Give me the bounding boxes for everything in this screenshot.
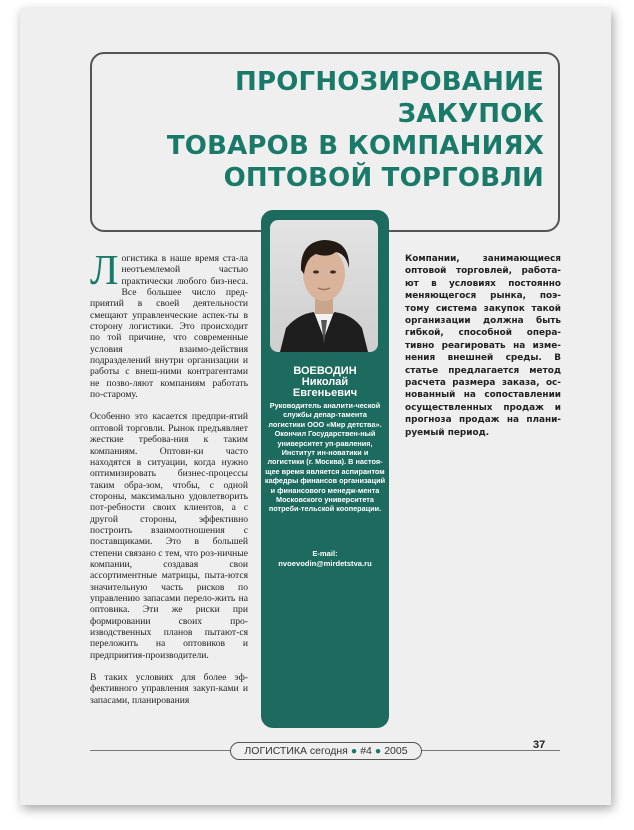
author-first-name: Николай: [301, 376, 349, 388]
bullet-icon: ●: [350, 745, 358, 757]
title-line: ПРОГНОЗИРОВАНИЕ ЗАКУПОК: [235, 67, 544, 129]
portrait-image: [270, 220, 378, 352]
paragraph-text: огистика в наше время ста-ла неотъемлемой частью практически любого биз-неса. Все большее число пред-приятий в своей деятельности смещают управленческие аспек-ты в сторону логистики. Это происходит по той причине, что современные условия взаимо-действия подразделений внутри организации и работы с внеш-ними контрагентами не позво-ляют компаниям работать по-старому.: [90, 253, 248, 401]
author-name: [265, 366, 385, 399]
bullet-icon: ●: [374, 745, 382, 757]
author-contact: [262, 549, 388, 568]
body-paragraph: [90, 248, 248, 401]
magazine-footer: [230, 742, 422, 760]
page-number: 37: [533, 739, 546, 751]
email-label: E-mail:: [312, 549, 338, 558]
title-line: ОПТОВОЙ ТОРГОВЛИ: [223, 163, 544, 193]
body-paragraph: В таких условиях для более эф-фективного управления закуп-ками и запасами, планирования: [90, 672, 248, 706]
article-lead: Компании, занимающиеся оптовой торговлей, работа-ют в условиях постоянно меняющегося рынка, поэ-тому система закупок такой организации должна быть гибкой, способной опера-тивно реагировать на изме-нения внешней среды. В статье предлагается метод расчета размера заказа, ос-нованный на сопоставлении осуществленных продаж и прогноза продаж на плани-руемый период.: [405, 254, 561, 438]
body-paragraph: Особенно это касается предпри-ятий оптовой торговли. Рынок предъявляет жесткие требова-ния к таким компаниям. Оптови-ки часто находятся в ситуации, когда нужно оптимизировать бизнес-процессы таким обра-зом, чтобы, с одной стороны, максимально удовлетворить пот-ребности своих клиентов, а с другой стороны, эффективно построить взаимоотношения с поставщиками. Это в большей степени связано с тем, что роз-ничные компании, создавая свои ассортиментные матрицы, пыта-ются значительную часть рисков по управлению запасами перело-жить на оптовика. Эти же риски при формировании своих про-изводственных планов пытают-ся переложить на оптовиков и предприятия-производители.: [90, 411, 248, 661]
author-patronymic: Евгеньевич: [292, 387, 358, 399]
author-bio: Руководитель аналити-ческой службы депар-тамента логистики ООО «Мир детства». Окончил Государствен-ный университет уп-равления, Институт ин-новатики и логистики (г. Москва). В настоя-щее время является аспирантом кафедры финансов организаций и финансового менедж-мента Московского университета потреби-тельской кооперации.: [264, 401, 386, 514]
title-frame: [90, 52, 560, 232]
email-address[interactable]: nvoevodin@mirdetstva.ru: [278, 558, 372, 568]
article-body-left: [90, 248, 248, 717]
author-photo: [270, 220, 378, 352]
drop-cap: Л: [90, 248, 119, 294]
article-title: [104, 66, 544, 194]
magazine-name: ЛОГИСТИКА сегодня: [244, 745, 348, 757]
issue-number: #4: [360, 745, 372, 757]
title-line: ТОВАРОВ В КОМПАНИЯХ: [166, 131, 544, 161]
author-surname: ВОЕВОДИН: [293, 365, 357, 377]
issue-year: 2005: [384, 745, 408, 757]
